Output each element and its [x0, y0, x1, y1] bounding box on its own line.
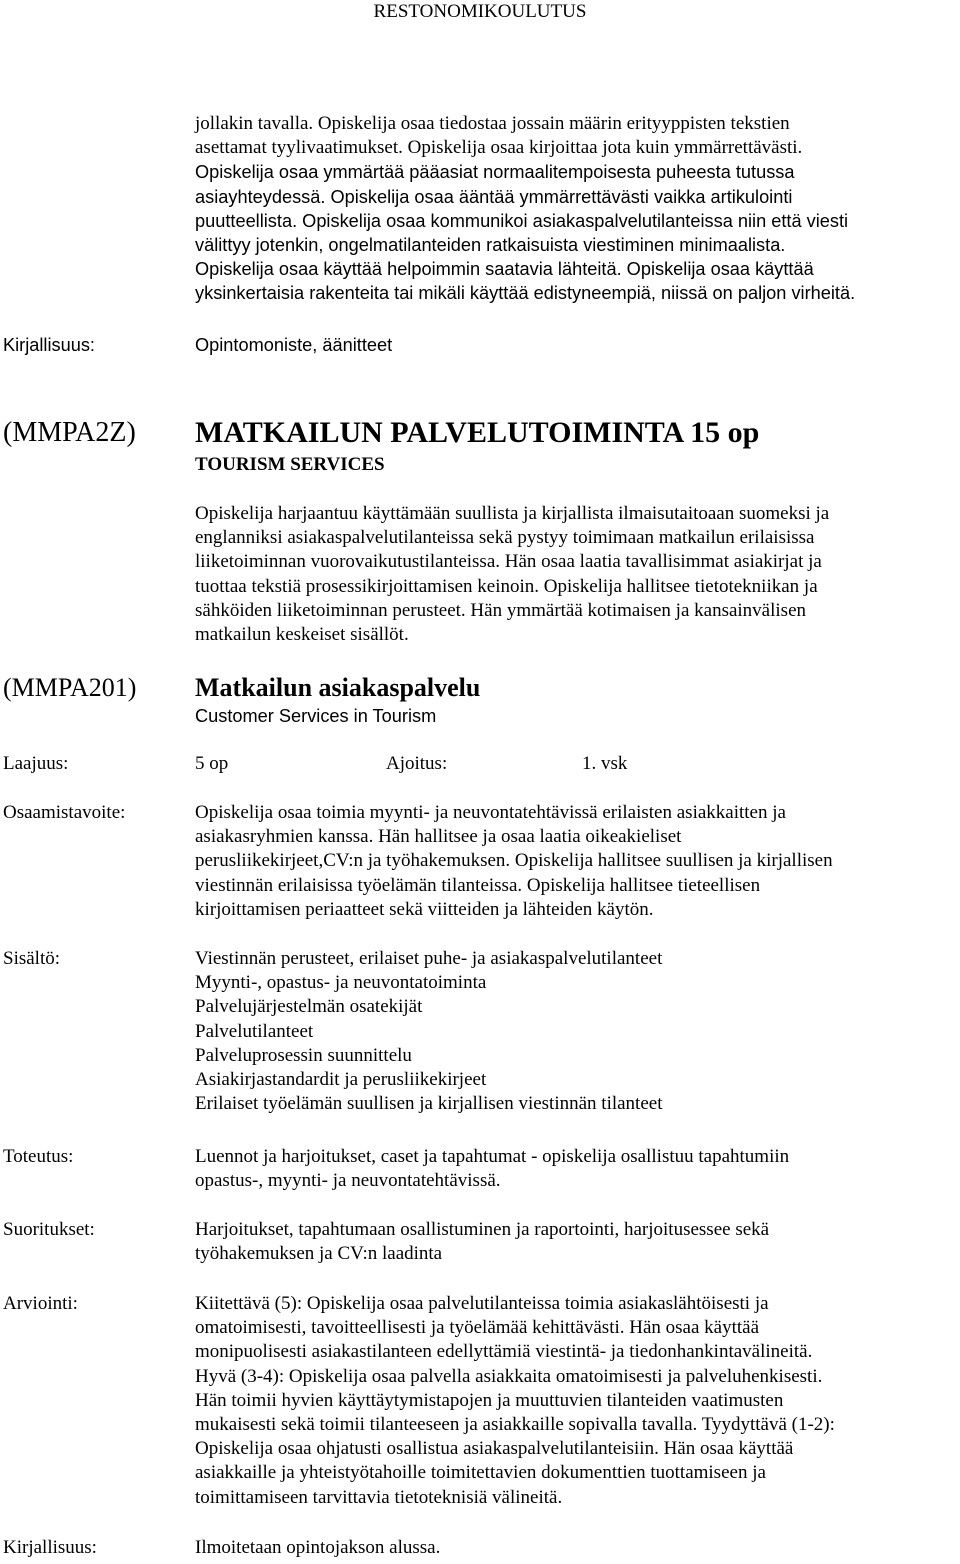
module-description — [195, 502, 957, 647]
timing-value: 1. vsk — [582, 753, 628, 774]
intro-line: Opiskelija osaa ymmärtää pääasiat normaalitempoisesta puheesta tutussa — [195, 162, 795, 183]
assignments-line: Harjoitukset, tapahtumaan osallistuminen ja raportointi, harjoitusessee sekä — [195, 1219, 770, 1240]
objectives-line: viestinnän erilaisissa työelämän tilanteissa. Opiskelija hallitsee tieteellisen — [195, 874, 761, 896]
literature-label-2: Kirjallisuus: — [3, 1537, 97, 1558]
intro-line: puutteellista. Opiskelija osaa kommunikoi asiakaspalvelutilanteissa niin että viesti — [195, 210, 849, 231]
assessment-line: monipuolisesti asiakastilanteen edellyttämiä viestintä- ja tiedonhankintavälineitä. — [195, 1341, 813, 1363]
description-line: englanniksi asiakaspalvelutilanteissa sekä pystyy toimimaan matkailun erilaisissa — [195, 527, 815, 549]
intro-paragraph — [195, 112, 957, 306]
contents-item: Palvelujärjestelmän osatekijät — [195, 996, 423, 1018]
contents-item: Viestinnän perusteet, erilaiset puhe- ja asiakaspalvelutilanteet — [195, 948, 663, 969]
implementation-line: Luennot ja harjoitukset, caset ja tapahtumat - opiskelija osallistuu tapahtumiin — [195, 1146, 790, 1167]
assessment-line: asiakkaille ja yhteistyötahoille toimitettavien dokumenttien tuottamiseen ja — [195, 1462, 766, 1484]
intro-line: Opiskelija osaa käyttää helpoimmin saatavia lähteitä. Opiskelija osaa käyttää — [195, 259, 814, 280]
description-line: liiketoiminnan vuorovaikutustilanteissa. Hän osaa laatia tavallisimmat asiakirjat ja — [195, 551, 822, 573]
implementation-text — [195, 1145, 957, 1193]
literature-value-2: Ilmoitetaan opintojakson alussa. — [195, 1537, 441, 1558]
module-title: MATKAILUN PALVELUTOIMINTA 15 op — [195, 416, 760, 449]
assessment-text — [195, 1292, 957, 1510]
intro-line: välittyy jotenkin, ongelmatilanteiden ratkaisuista viestiminen minimaalista. — [195, 235, 786, 256]
contents-item: Erilaiset työelämän suullisen ja kirjallisen viestinnän tilanteet — [195, 1093, 663, 1115]
description-line: sähköiden liiketoiminnan perusteet. Hän ymmärtää kotimaisen ja kansainvälisen — [195, 599, 806, 621]
literature-value: Opintomoniste, äänitteet — [195, 335, 393, 355]
contents-item: Myynti-, opastus- ja neuvontatoiminta — [195, 972, 487, 994]
scope-label: Laajuus: — [3, 753, 69, 774]
objectives-label: Osaamistavoite: — [3, 802, 126, 823]
objectives-line: asiakasryhmien kanssa. Hän hallitsee ja osaa laatia oikeakieliset — [195, 826, 682, 848]
scope-value: 5 op — [195, 753, 229, 774]
objectives-text — [195, 801, 957, 922]
description-line: Opiskelija harjaantuu käyttämään suullista ja kirjallista ilmaisutaitoaan suomeksi ja — [195, 503, 830, 524]
module-code: (MMPA2Z) — [3, 417, 136, 448]
objectives-line: Opiskelija osaa toimia myynti- ja neuvontatehtävissä erilaisten asiakkaitten ja — [195, 802, 786, 823]
intro-line: yksinkertaisia rakenteita tai mikäli käyttää edistyneempiä, niissä on paljon virheitä. — [195, 283, 856, 304]
module-subtitle: TOURISM SERVICES — [195, 454, 385, 475]
assessment-line: Kiitettävä (5): Opiskelija osaa palvelutilanteissa toimia asiakaslähtöisesti ja — [195, 1293, 769, 1314]
intro-line: jollakin tavalla. Opiskelija osaa tiedostaa jossain määrin erityyppisten tekstien — [195, 113, 790, 134]
intro-line: asettamat tyylivaatimukset. Opiskelija osaa kirjoittaa jota kuin ymmärrettävästi. — [195, 137, 803, 159]
contents-label: Sisältö: — [3, 948, 61, 969]
course-title: Matkailun asiakaspalvelu — [195, 673, 481, 702]
timing-label: Ajoitus: — [386, 753, 448, 774]
course-subtitle: Customer Services in Tourism — [195, 706, 437, 726]
assessment-line: toimittamiseen tarvittavia tietoteknisiä välineitä. — [195, 1486, 563, 1508]
objectives-line: kirjoittamisen periaatteet sekä viitteiden ja lähteiden käytön. — [195, 898, 654, 920]
assessment-line: omatoimisesti, tavoitteellisesti ja työelämää kehittävästi. Hän osaa käyttää — [195, 1317, 760, 1339]
contents-item: Palveluprosessin suunnittelu — [195, 1044, 412, 1066]
assessment-line: Hyvä (3-4): Opiskelija osaa palvella asiakkaita omatoimisesti ja palveluhenkisesti. — [195, 1365, 823, 1387]
assessment-line: mukaisesti sekä toimii tilanteeseen ja asiakkaille sopivalla tavalla. Tyydyttävä (1-2): — [195, 1414, 835, 1436]
assignments-text — [195, 1218, 957, 1266]
implementation-label: Toteutus: — [3, 1146, 74, 1167]
contents-item: Asiakirjastandardit ja perusliikekirjeet — [195, 1069, 487, 1091]
intro-line: asiayhteydessä. Opiskelija osaa ääntää ymmärrettävästi vaikka artikulointi — [195, 186, 793, 207]
assessment-line: Opiskelija osaa ohjatusti osallistua asiakaspalvelutilanteisiin. Hän osaa käyttää — [195, 1438, 794, 1460]
literature-label: Kirjallisuus: — [3, 335, 95, 355]
objectives-line: perusliikekirjeet,CV:n ja työhakemuksen. Opiskelija hallitsee suullisen ja kirjallisen — [195, 850, 833, 872]
contents-item: Palvelutilanteet — [195, 1020, 314, 1042]
description-line: tuottaa tekstiä prosessikirjoittamisen keinoin. Opiskelija hallitsee tietotekniikan ja — [195, 575, 818, 597]
assignments-line: työhakemuksen ja CV:n laadinta — [195, 1243, 443, 1265]
assignments-label: Suoritukset: — [3, 1219, 95, 1240]
implementation-line: opastus-, myynti- ja neuvontatehtävissä. — [195, 1170, 501, 1192]
description-line: matkailun keskeiset sisällöt. — [195, 624, 409, 646]
course-code: (MMPA201) — [3, 673, 137, 702]
page-header: RESTONOMIKOULUTUS — [373, 1, 587, 22]
assessment-line: Hän toimii hyvien käyttäytymistapojen ja muuttuvien tilanteiden vaatimusten — [195, 1389, 784, 1411]
assessment-label: Arviointi: — [3, 1293, 78, 1314]
contents-list — [195, 947, 957, 1116]
